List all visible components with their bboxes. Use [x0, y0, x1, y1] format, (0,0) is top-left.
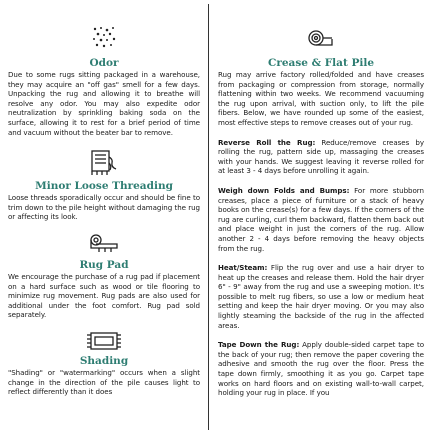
tape-down-text: Apply double-sided carpet tape to the back of your rug; then remove the paper covering the adhesive and smooth the rug over the floor. Press the tape down firmly, smoothing it as you go. Carpet tape works on hard floors and on existing wall-to-wall carpet, holding your rug in place. If you	[218, 340, 424, 398]
heat-steam-paragraph	[218, 263, 424, 330]
odor-title: Odor	[89, 57, 119, 69]
reverse-roll-heading: Reverse Roll the Rug:	[218, 137, 316, 147]
heat-steam-heading: Heat/Steam:	[218, 263, 268, 273]
threading-text: Loose threads sporadically occur and should be fine to trim down to the pile height without damaging the rug or affecting its look.	[8, 193, 200, 222]
tape-down-paragraph	[218, 340, 424, 398]
rolled-rug-icon	[218, 28, 424, 50]
rug-pad-title: Rug Pad	[79, 258, 129, 271]
rug-pad-text: We encourage the purchase of a rug pad if placement on a hard surface such as wood or tile flooring to minimize rug movement. Rug pads are also used for additional under the foot comfort. Rug pad sold separately.	[8, 271, 200, 320]
rug-threads-icon	[8, 149, 200, 177]
column-divider	[208, 4, 209, 430]
tape-down-heading: Tape Down the Rug:	[218, 340, 300, 350]
crease-text: Rug may arrive factory rolled/folded and have creases from packaging or compression from storage, normally flattening within two weeks. We recommend vacuuming the rug upon arrival, with suction only, to lift the pile fibers. Below, we have rounded up some of the easiest, most effective steps to remove creases out of your rug.	[218, 70, 424, 127]
shading-text: "Shading" or "watermarking" occurs when a slight change in the direction of the pile causes light to reflect differently than it does	[8, 367, 200, 397]
right-column	[218, 0, 424, 398]
left-column	[8, 0, 200, 397]
crease-title: Crease & Flat Pile	[267, 57, 375, 69]
heat-steam-text: Flip the rug over and use a hair dryer to heat up the creases and release them. Hold the hair dryer 6" - 9" away from the rug and use a sweeping motion. It's possible to melt rug fibers, so use a low or medium heat setting and keep the hair dryer moving. Or you may also lightly steaming the backside of the rug in the affected areas.	[218, 263, 424, 330]
shading-title: Shading	[79, 354, 129, 367]
weigh-down-text: For more stubborn creases, place a piece of furniture or a stack of heavy books on the crease(s) for a few days. If the corners of the rug are curling, curl them backward, flatten them back out and place weight in just the corners of the rug. Allow another 2 - 4 days before removing the heavy objects from the rug.	[218, 185, 424, 253]
odor-icon	[8, 26, 200, 48]
reverse-roll-text: Reduce/remove creases by rolling the rug, pattern side up, massaging the creases with your hands. We suggest leaving it reverse rolled for at least 3 - 4 days before unrolling it again.	[218, 137, 424, 176]
rug-pad-roll-icon	[8, 232, 200, 256]
odor-text: Due to some rugs sitting packaged in a warehouse, they may acquire an "off gas" smell for a few days. Unpacking the rug and allowing it to breathe will resolve any odor. You may also expedite odor neutralization by sprinkling baking soda on the surface, allowing it to rest for a brief period of time and vacuum without the beater bar to remove.	[8, 70, 200, 137]
threading-title: Minor Loose Threading	[35, 180, 173, 193]
rug-fringe-icon	[8, 330, 200, 352]
reverse-roll-paragraph	[218, 138, 424, 176]
weigh-down-paragraph	[218, 186, 424, 253]
weigh-down-heading: Weigh down Folds and Bumps:	[218, 185, 350, 195]
